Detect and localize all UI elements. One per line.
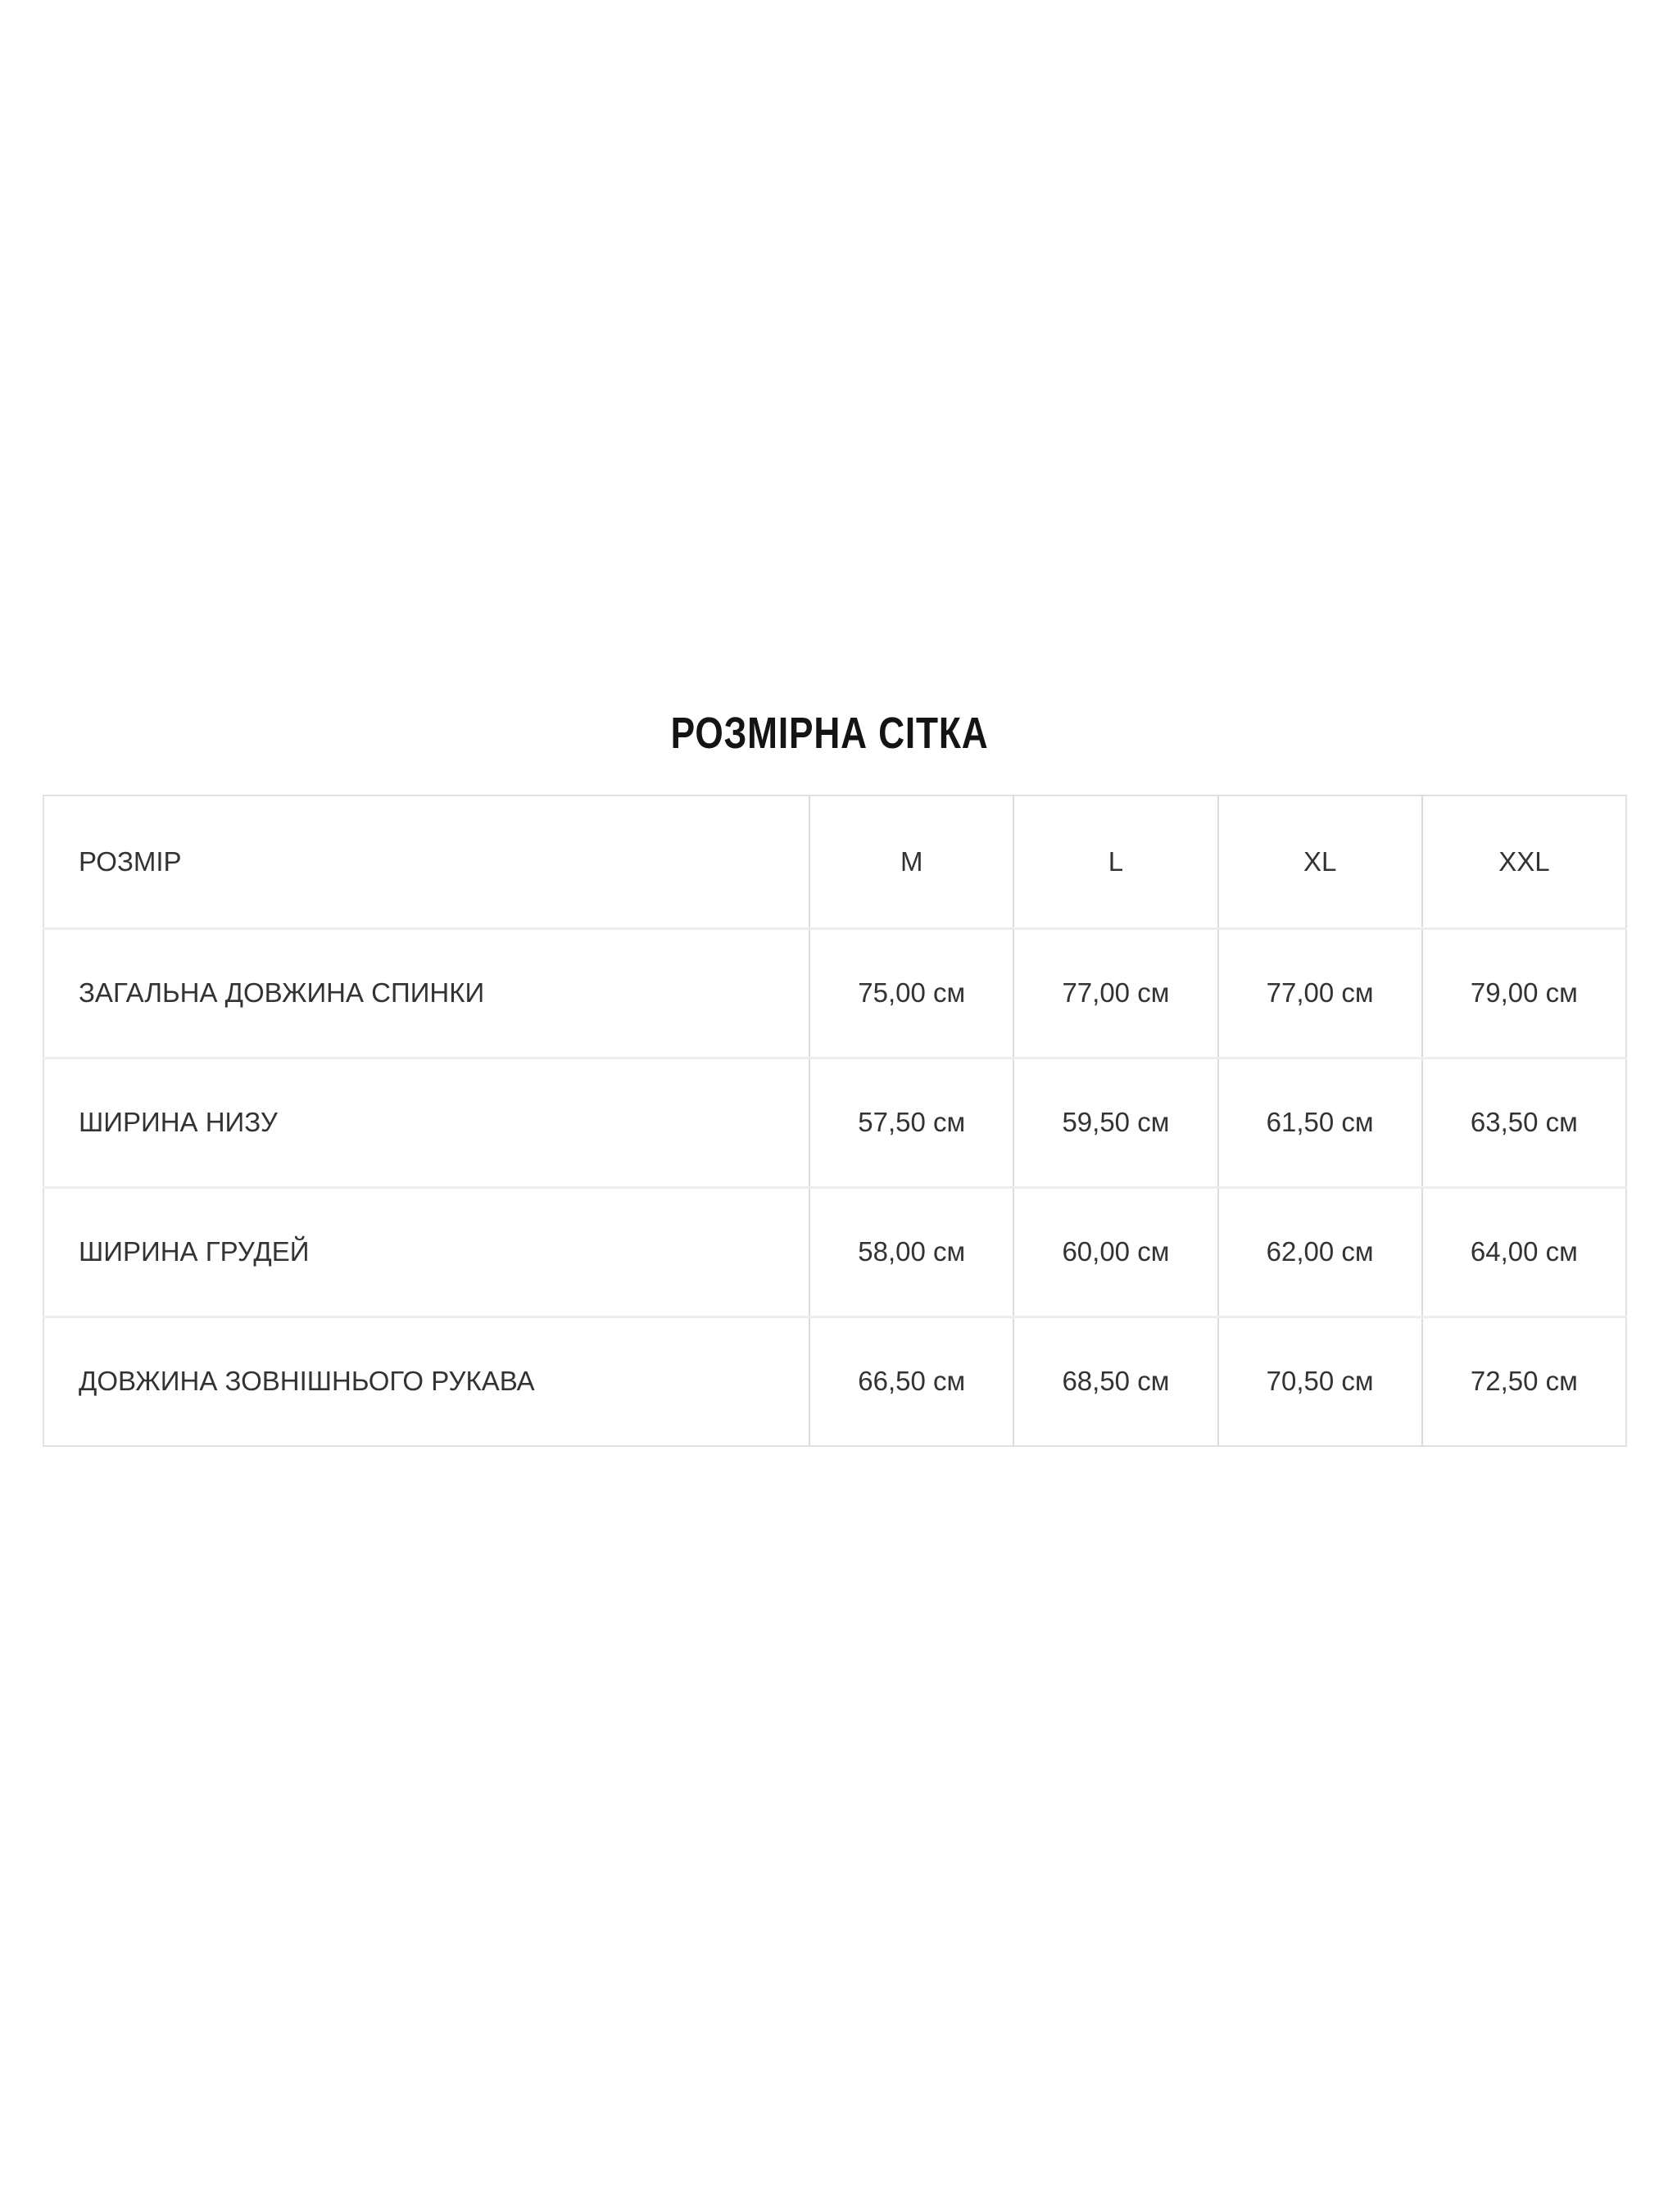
size-chart-title-wrap — [0, 709, 1659, 758]
cell-value: 58,00 см — [809, 1187, 1013, 1317]
column-header-size-label: РОЗМІР — [43, 796, 809, 928]
table-row-back-length — [43, 928, 1626, 1058]
table-header-row — [43, 796, 1626, 928]
table-row-chest-width — [43, 1187, 1626, 1317]
row-label: ЗАГАЛЬНА ДОВЖИНА СПИНКИ — [43, 928, 809, 1058]
column-header-xxl: XXL — [1422, 796, 1626, 928]
cell-value: 59,50 см — [1013, 1058, 1217, 1187]
cell-value: 61,50 см — [1218, 1058, 1422, 1187]
column-header-m: M — [809, 796, 1013, 928]
size-chart-title: РОЗМІРНА СІТКА — [670, 709, 989, 758]
cell-value: 57,50 см — [809, 1058, 1013, 1187]
cell-value: 72,50 см — [1422, 1317, 1626, 1446]
cell-value: 70,50 см — [1218, 1317, 1422, 1446]
cell-value: 64,00 см — [1422, 1187, 1626, 1317]
cell-value: 75,00 см — [809, 928, 1013, 1058]
cell-value: 62,00 см — [1218, 1187, 1422, 1317]
cell-value: 79,00 см — [1422, 928, 1626, 1058]
cell-value: 77,00 см — [1218, 928, 1422, 1058]
cell-value: 66,50 см — [809, 1317, 1013, 1446]
cell-value: 68,50 см — [1013, 1317, 1217, 1446]
column-header-l: L — [1013, 796, 1217, 928]
cell-value: 77,00 см — [1013, 928, 1217, 1058]
table-row-bottom-width — [43, 1058, 1626, 1187]
table-row-outer-sleeve-length — [43, 1317, 1626, 1446]
cell-value: 60,00 см — [1013, 1187, 1217, 1317]
row-label: ШИРИНА ГРУДЕЙ — [43, 1187, 809, 1317]
size-chart-table — [43, 795, 1627, 1447]
row-label: ДОВЖИНА ЗОВНІШНЬОГО РУКАВА — [43, 1317, 809, 1446]
column-header-xl: XL — [1218, 796, 1422, 928]
cell-value: 63,50 см — [1422, 1058, 1626, 1187]
row-label: ШИРИНА НИЗУ — [43, 1058, 809, 1187]
